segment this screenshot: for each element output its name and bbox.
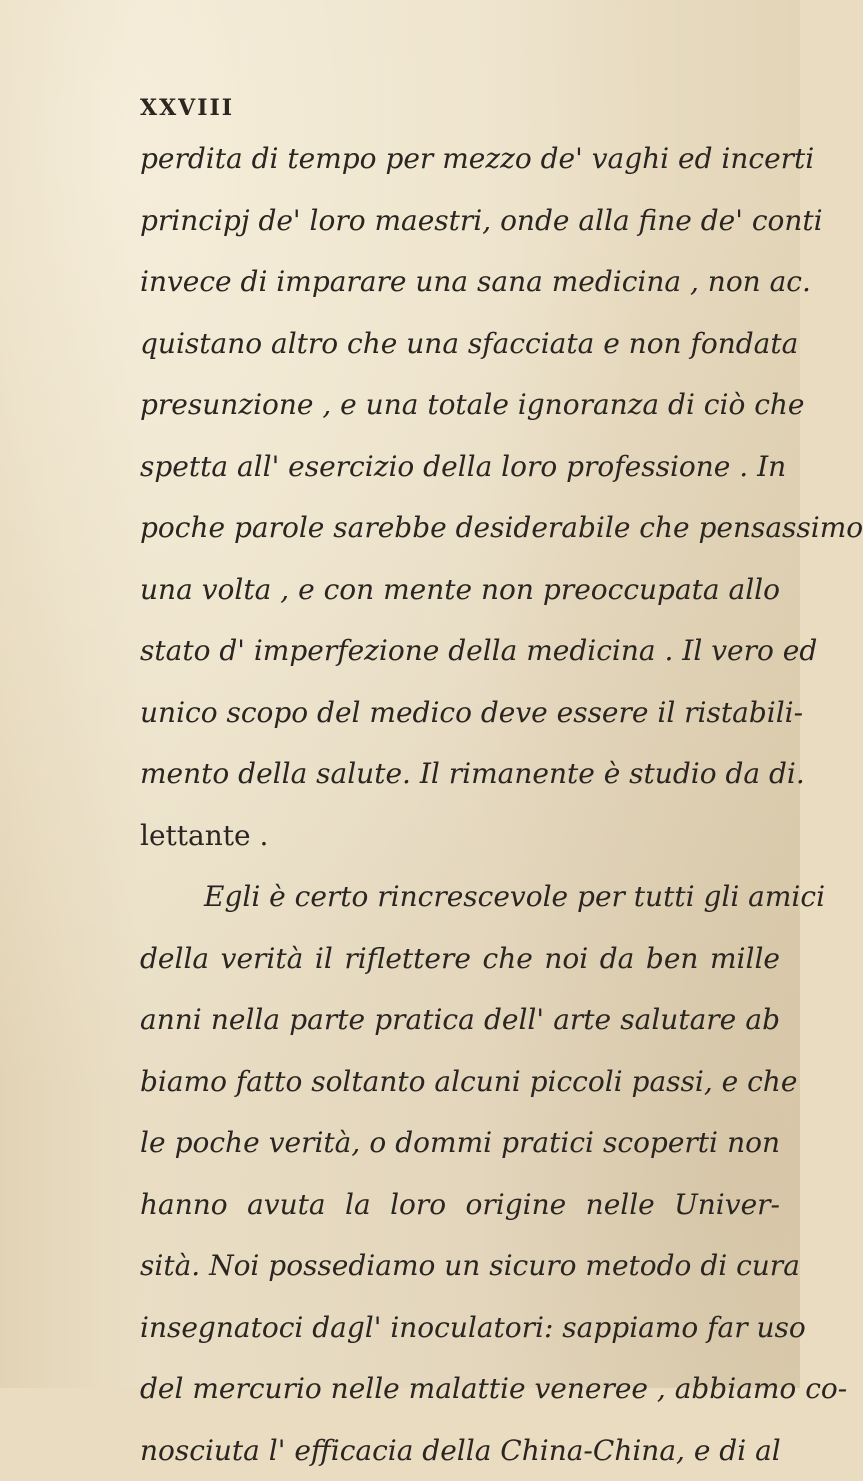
text-line: sità. Noi possediamo un sicuro metodo di cura [140, 1235, 780, 1297]
text-line: spetta all' esercizio della loro professione . In [140, 436, 780, 498]
paragraph-2 [140, 866, 780, 1481]
text-line: invece di imparare una sana medicina , non ac. [140, 251, 780, 313]
paragraph-1 [140, 128, 780, 866]
text-line: le poche verità, o dommi pratici scoperti non [140, 1112, 780, 1174]
text-body [140, 128, 780, 1481]
text-line: lettante . [140, 805, 780, 867]
text-line: anni nella parte pratica dell' arte salutare ab [140, 989, 780, 1051]
text-line: mento della salute. Il rimanente è studio da di. [140, 743, 780, 805]
text-line: perdita di tempo per mezzo de' vaghi ed incerti [140, 128, 780, 190]
text-line: una volta , e con mente non preoccupata allo [140, 559, 780, 621]
text-line: stato d' imperfezione della medicina . Il vero ed [140, 620, 780, 682]
text-line: Egli è certo rincrescevole per tutti gli amici [140, 866, 780, 928]
text-line: quistano altro che una sfacciata e non fondata [140, 313, 780, 375]
text-line: unico scopo del medico deve essere il ristabili- [140, 682, 780, 744]
text-line: principj de' loro maestri, onde alla fine de' conti [140, 190, 780, 252]
text-line: nosciuta l' efficacia della China-China, e di al [140, 1420, 780, 1481]
text-line: poche parole sarebbe desiderabile che pensassimo [140, 497, 780, 559]
page-number: XXVIII [140, 95, 234, 121]
text-line: del mercurio nelle malattie veneree , abbiamo co- [140, 1358, 780, 1420]
text-line: insegnatoci dagl' inoculatori: sappiamo far uso [140, 1297, 780, 1359]
text-line: biamo fatto soltanto alcuni piccoli passi, e che [140, 1051, 780, 1113]
text-line: della verità il riflettere che noi da ben mille [140, 928, 780, 990]
text-line: presunzione , e una totale ignoranza di ciò che [140, 374, 780, 436]
text-line: hanno avuta la loro origine nelle Univer- [140, 1174, 780, 1236]
